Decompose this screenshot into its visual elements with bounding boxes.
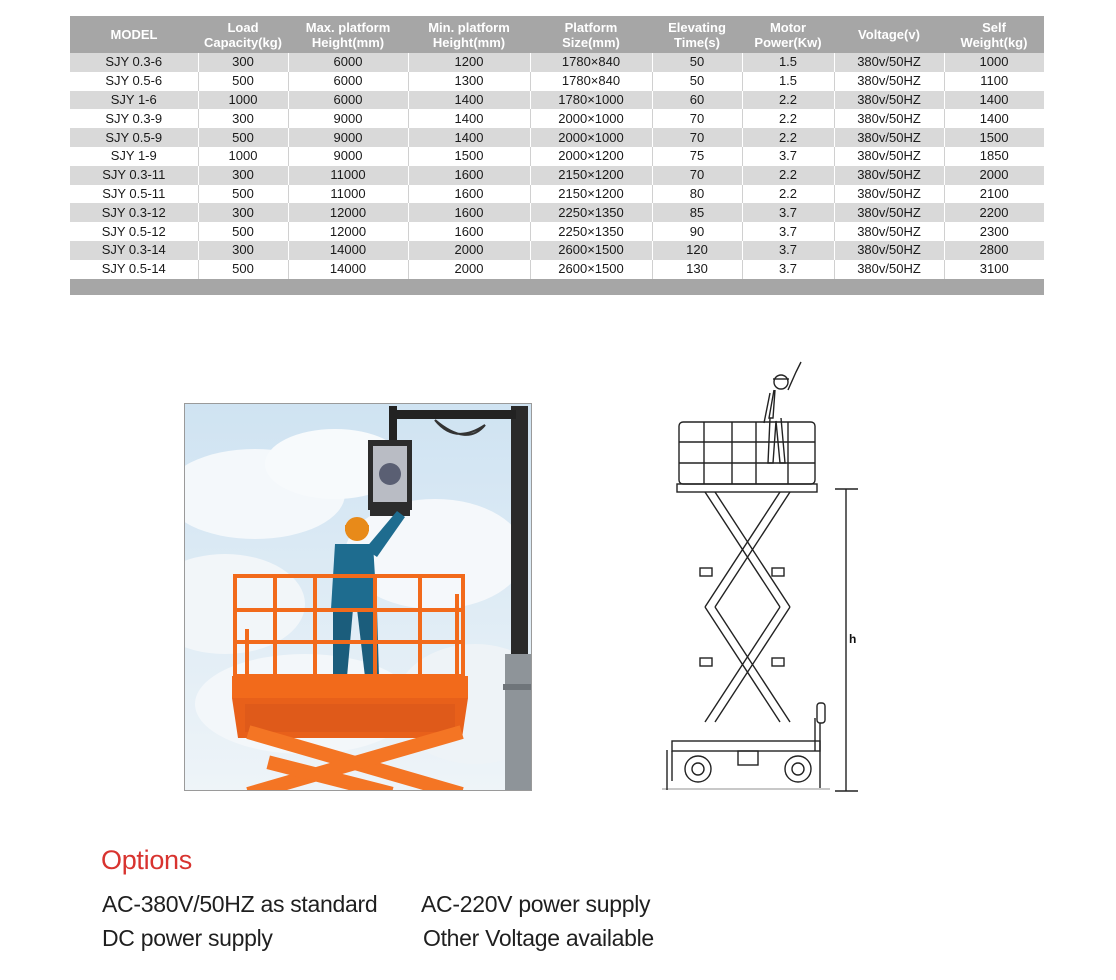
cell-elevating-time: 85 (652, 203, 742, 222)
cell-min-height: 1200 (408, 53, 530, 72)
cell-platform-size: 2600×1500 (530, 260, 652, 279)
cell-elevating-time: 50 (652, 53, 742, 72)
table-row (70, 166, 1044, 185)
cell-min-height: 1600 (408, 185, 530, 204)
cell-self-weight: 1500 (944, 128, 1044, 147)
cell-load-capacity: 500 (198, 185, 288, 204)
cell-self-weight: 1400 (944, 91, 1044, 110)
header-max-platform-height: Max. platform Height(mm) (288, 16, 408, 53)
cell-platform-size: 2150×1200 (530, 166, 652, 185)
option-dc-power: DC power supply (102, 925, 273, 951)
table-row (70, 53, 1044, 72)
cell-min-height: 2000 (408, 260, 530, 279)
header-platform-size: Platform Size(mm) (530, 16, 652, 53)
cell-voltage: 380v/50HZ (834, 128, 944, 147)
option-ac-380v: AC-380V/50HZ as standard (102, 891, 378, 917)
cell-min-height: 1400 (408, 91, 530, 110)
cell-model: SJY 0.3-11 (70, 166, 198, 185)
header-voltage: Voltage(v) (834, 16, 944, 53)
cell-max-height: 9000 (288, 128, 408, 147)
cell-max-height: 6000 (288, 91, 408, 110)
table-row (70, 72, 1044, 91)
cell-motor-power: 2.2 (742, 109, 834, 128)
cell-elevating-time: 130 (652, 260, 742, 279)
cell-load-capacity: 300 (198, 166, 288, 185)
cell-load-capacity: 500 (198, 222, 288, 241)
cell-model: SJY 0.3-12 (70, 203, 198, 222)
cell-self-weight: 1400 (944, 109, 1044, 128)
cell-elevating-time: 90 (652, 222, 742, 241)
cell-motor-power: 2.2 (742, 185, 834, 204)
header-load-capacity: Load Capacity(kg) (198, 16, 288, 53)
lift-diagram (660, 358, 870, 803)
cell-motor-power: 3.7 (742, 203, 834, 222)
cell-model: SJY 0.3-6 (70, 53, 198, 72)
cell-motor-power: 2.2 (742, 166, 834, 185)
cell-platform-size: 1780×1000 (530, 91, 652, 110)
cell-max-height: 11000 (288, 166, 408, 185)
cell-self-weight: 1000 (944, 53, 1044, 72)
cell-load-capacity: 500 (198, 128, 288, 147)
cell-max-height: 6000 (288, 72, 408, 91)
cell-elevating-time: 70 (652, 128, 742, 147)
header-model: MODEL (70, 16, 198, 53)
cell-min-height: 1400 (408, 128, 530, 147)
cell-min-height: 2000 (408, 241, 530, 260)
cell-load-capacity: 300 (198, 203, 288, 222)
cell-platform-size: 2250×1350 (530, 222, 652, 241)
cell-max-height: 9000 (288, 147, 408, 166)
table-row (70, 241, 1044, 260)
cell-model: SJY 1-9 (70, 147, 198, 166)
table-footer-bar (70, 279, 1044, 295)
cell-motor-power: 1.5 (742, 53, 834, 72)
cell-voltage: 380v/50HZ (834, 260, 944, 279)
cell-self-weight: 2200 (944, 203, 1044, 222)
cell-motor-power: 3.7 (742, 222, 834, 241)
table-row (70, 203, 1044, 222)
spec-header-row (70, 16, 1044, 53)
table-row (70, 109, 1044, 128)
cell-voltage: 380v/50HZ (834, 147, 944, 166)
cell-min-height: 1500 (408, 147, 530, 166)
spec-table-body (70, 53, 1044, 279)
cell-load-capacity: 1000 (198, 91, 288, 110)
cell-voltage: 380v/50HZ (834, 185, 944, 204)
cell-motor-power: 2.2 (742, 128, 834, 147)
cell-model: SJY 0.5-6 (70, 72, 198, 91)
cell-voltage: 380v/50HZ (834, 241, 944, 260)
cell-self-weight: 2300 (944, 222, 1044, 241)
header-motor-power: Motor Power(Kw) (742, 16, 834, 53)
cell-elevating-time: 75 (652, 147, 742, 166)
cell-voltage: 380v/50HZ (834, 203, 944, 222)
cell-model: SJY 0.5-14 (70, 260, 198, 279)
cell-min-height: 1400 (408, 109, 530, 128)
cell-platform-size: 2250×1350 (530, 203, 652, 222)
table-row (70, 91, 1044, 110)
option-other-voltage: Other Voltage available (423, 925, 654, 951)
cell-voltage: 380v/50HZ (834, 109, 944, 128)
cell-load-capacity: 1000 (198, 147, 288, 166)
cell-elevating-time: 50 (652, 72, 742, 91)
cell-elevating-time: 70 (652, 109, 742, 128)
table-row (70, 260, 1044, 279)
cell-max-height: 6000 (288, 53, 408, 72)
cell-model: SJY 1-6 (70, 91, 198, 110)
cell-platform-size: 1780×840 (530, 72, 652, 91)
table-row (70, 147, 1044, 166)
cell-platform-size: 2000×1200 (530, 147, 652, 166)
lift-photo (184, 403, 532, 791)
cell-model: SJY 0.5-12 (70, 222, 198, 241)
cell-max-height: 14000 (288, 241, 408, 260)
cell-motor-power: 3.7 (742, 147, 834, 166)
table-row (70, 185, 1044, 204)
cell-voltage: 380v/50HZ (834, 91, 944, 110)
cell-elevating-time: 70 (652, 166, 742, 185)
cell-min-height: 1600 (408, 166, 530, 185)
spec-table (70, 16, 1045, 279)
option-ac-220v: AC-220V power supply (421, 891, 651, 917)
cell-load-capacity: 300 (198, 109, 288, 128)
cell-min-height: 1300 (408, 72, 530, 91)
cell-max-height: 9000 (288, 109, 408, 128)
cell-elevating-time: 120 (652, 241, 742, 260)
cell-platform-size: 2000×1000 (530, 109, 652, 128)
cell-load-capacity: 500 (198, 72, 288, 91)
cell-motor-power: 3.7 (742, 241, 834, 260)
header-min-platform-height: Min. platform Height(mm) (408, 16, 530, 53)
header-self-weight: Self Weight(kg) (944, 16, 1044, 53)
cell-voltage: 380v/50HZ (834, 53, 944, 72)
height-dimension-label: h (849, 632, 857, 646)
cell-model: SJY 0.5-11 (70, 185, 198, 204)
cell-motor-power: 2.2 (742, 91, 834, 110)
cell-load-capacity: 500 (198, 260, 288, 279)
cell-voltage: 380v/50HZ (834, 72, 944, 91)
cell-elevating-time: 60 (652, 91, 742, 110)
table-row (70, 222, 1044, 241)
cell-max-height: 12000 (288, 222, 408, 241)
cell-min-height: 1600 (408, 203, 530, 222)
cell-self-weight: 2000 (944, 166, 1044, 185)
cell-voltage: 380v/50HZ (834, 166, 944, 185)
cell-load-capacity: 300 (198, 53, 288, 72)
cell-platform-size: 2000×1000 (530, 128, 652, 147)
cell-model: SJY 0.3-9 (70, 109, 198, 128)
cell-self-weight: 1100 (944, 72, 1044, 91)
cell-self-weight: 2100 (944, 185, 1044, 204)
cell-motor-power: 3.7 (742, 260, 834, 279)
cell-self-weight: 3100 (944, 260, 1044, 279)
cell-model: SJY 0.3-14 (70, 241, 198, 260)
options-title: Options (101, 845, 192, 875)
header-elevating-time: Elevating Time(s) (652, 16, 742, 53)
cell-self-weight: 1850 (944, 147, 1044, 166)
cell-elevating-time: 80 (652, 185, 742, 204)
cell-motor-power: 1.5 (742, 72, 834, 91)
cell-model: SJY 0.5-9 (70, 128, 198, 147)
cell-max-height: 14000 (288, 260, 408, 279)
cell-voltage: 380v/50HZ (834, 222, 944, 241)
cell-max-height: 12000 (288, 203, 408, 222)
cell-min-height: 1600 (408, 222, 530, 241)
cell-platform-size: 1780×840 (530, 53, 652, 72)
cell-load-capacity: 300 (198, 241, 288, 260)
table-row (70, 128, 1044, 147)
cell-self-weight: 2800 (944, 241, 1044, 260)
cell-max-height: 11000 (288, 185, 408, 204)
cell-platform-size: 2600×1500 (530, 241, 652, 260)
cell-platform-size: 2150×1200 (530, 185, 652, 204)
